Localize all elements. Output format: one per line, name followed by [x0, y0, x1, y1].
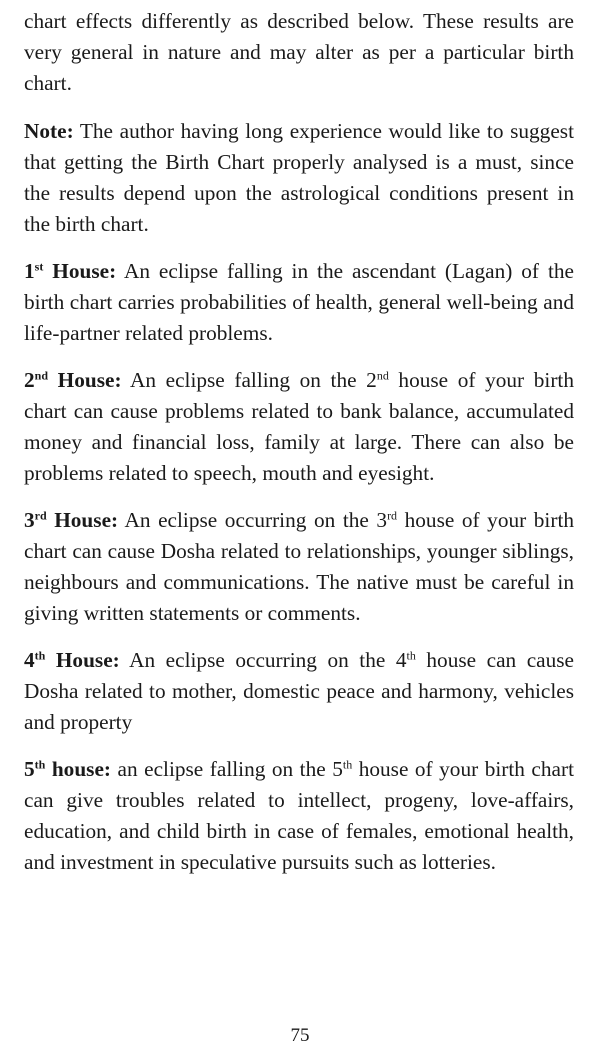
house-3-heading: 3rd House: [24, 508, 119, 532]
note-paragraph [24, 116, 574, 240]
house-2-text: An eclipse falling on the 2nd house of your birth chart can cause problems related to bank balance, accumulated money and financial loss, family at large. There can also be problems related to speech, mouth and eyesight. [24, 368, 574, 485]
house-5-paragraph [24, 754, 574, 878]
house-2-heading: 2nd House: [24, 368, 122, 392]
house-4-paragraph [24, 645, 574, 738]
book-page-body [24, 6, 574, 894]
house-4-text: An eclipse occurring on the 4th house can cause Dosha related to mother, domestic peace and harmony, vehicles and property [24, 648, 574, 734]
house-3-text: An eclipse occurring on the 3rd house of your birth chart can cause Dosha related to relationships, younger siblings, neighbours and communications. The native must be careful in giving written statements or comments. [24, 508, 575, 625]
house-1-paragraph [24, 256, 574, 349]
house-4-heading: 4th House: [24, 648, 120, 672]
house-2-paragraph [24, 365, 574, 489]
intro-paragraph [24, 6, 574, 99]
note-text: The author having long experience would like to suggest that getting the Birth Chart properly analysed is a must, since the results depend upon the astrological conditions present in the birth chart. [24, 119, 574, 236]
house-5-text: an eclipse falling on the 5th house of your birth chart can give troubles related to intellect, progeny, love-affairs, education, and child birth in case of females, emotional health, and investment in speculative pursuits such as lotteries. [24, 757, 574, 874]
house-1-text: An eclipse falling in the ascendant (Lagan) of the birth chart carries probabilities of health, general well-being and life-partner related problems. [24, 259, 574, 345]
page-number: 75 [290, 1025, 310, 1046]
house-5-heading: 5th house: [24, 757, 112, 781]
house-3-paragraph [24, 505, 574, 629]
note-label: Note: [24, 119, 74, 143]
intro-text: chart effects differently as described below. These results are very general in nature and may alter as per a particular birth chart. [24, 9, 574, 95]
house-1-heading: 1st House: [24, 259, 117, 283]
